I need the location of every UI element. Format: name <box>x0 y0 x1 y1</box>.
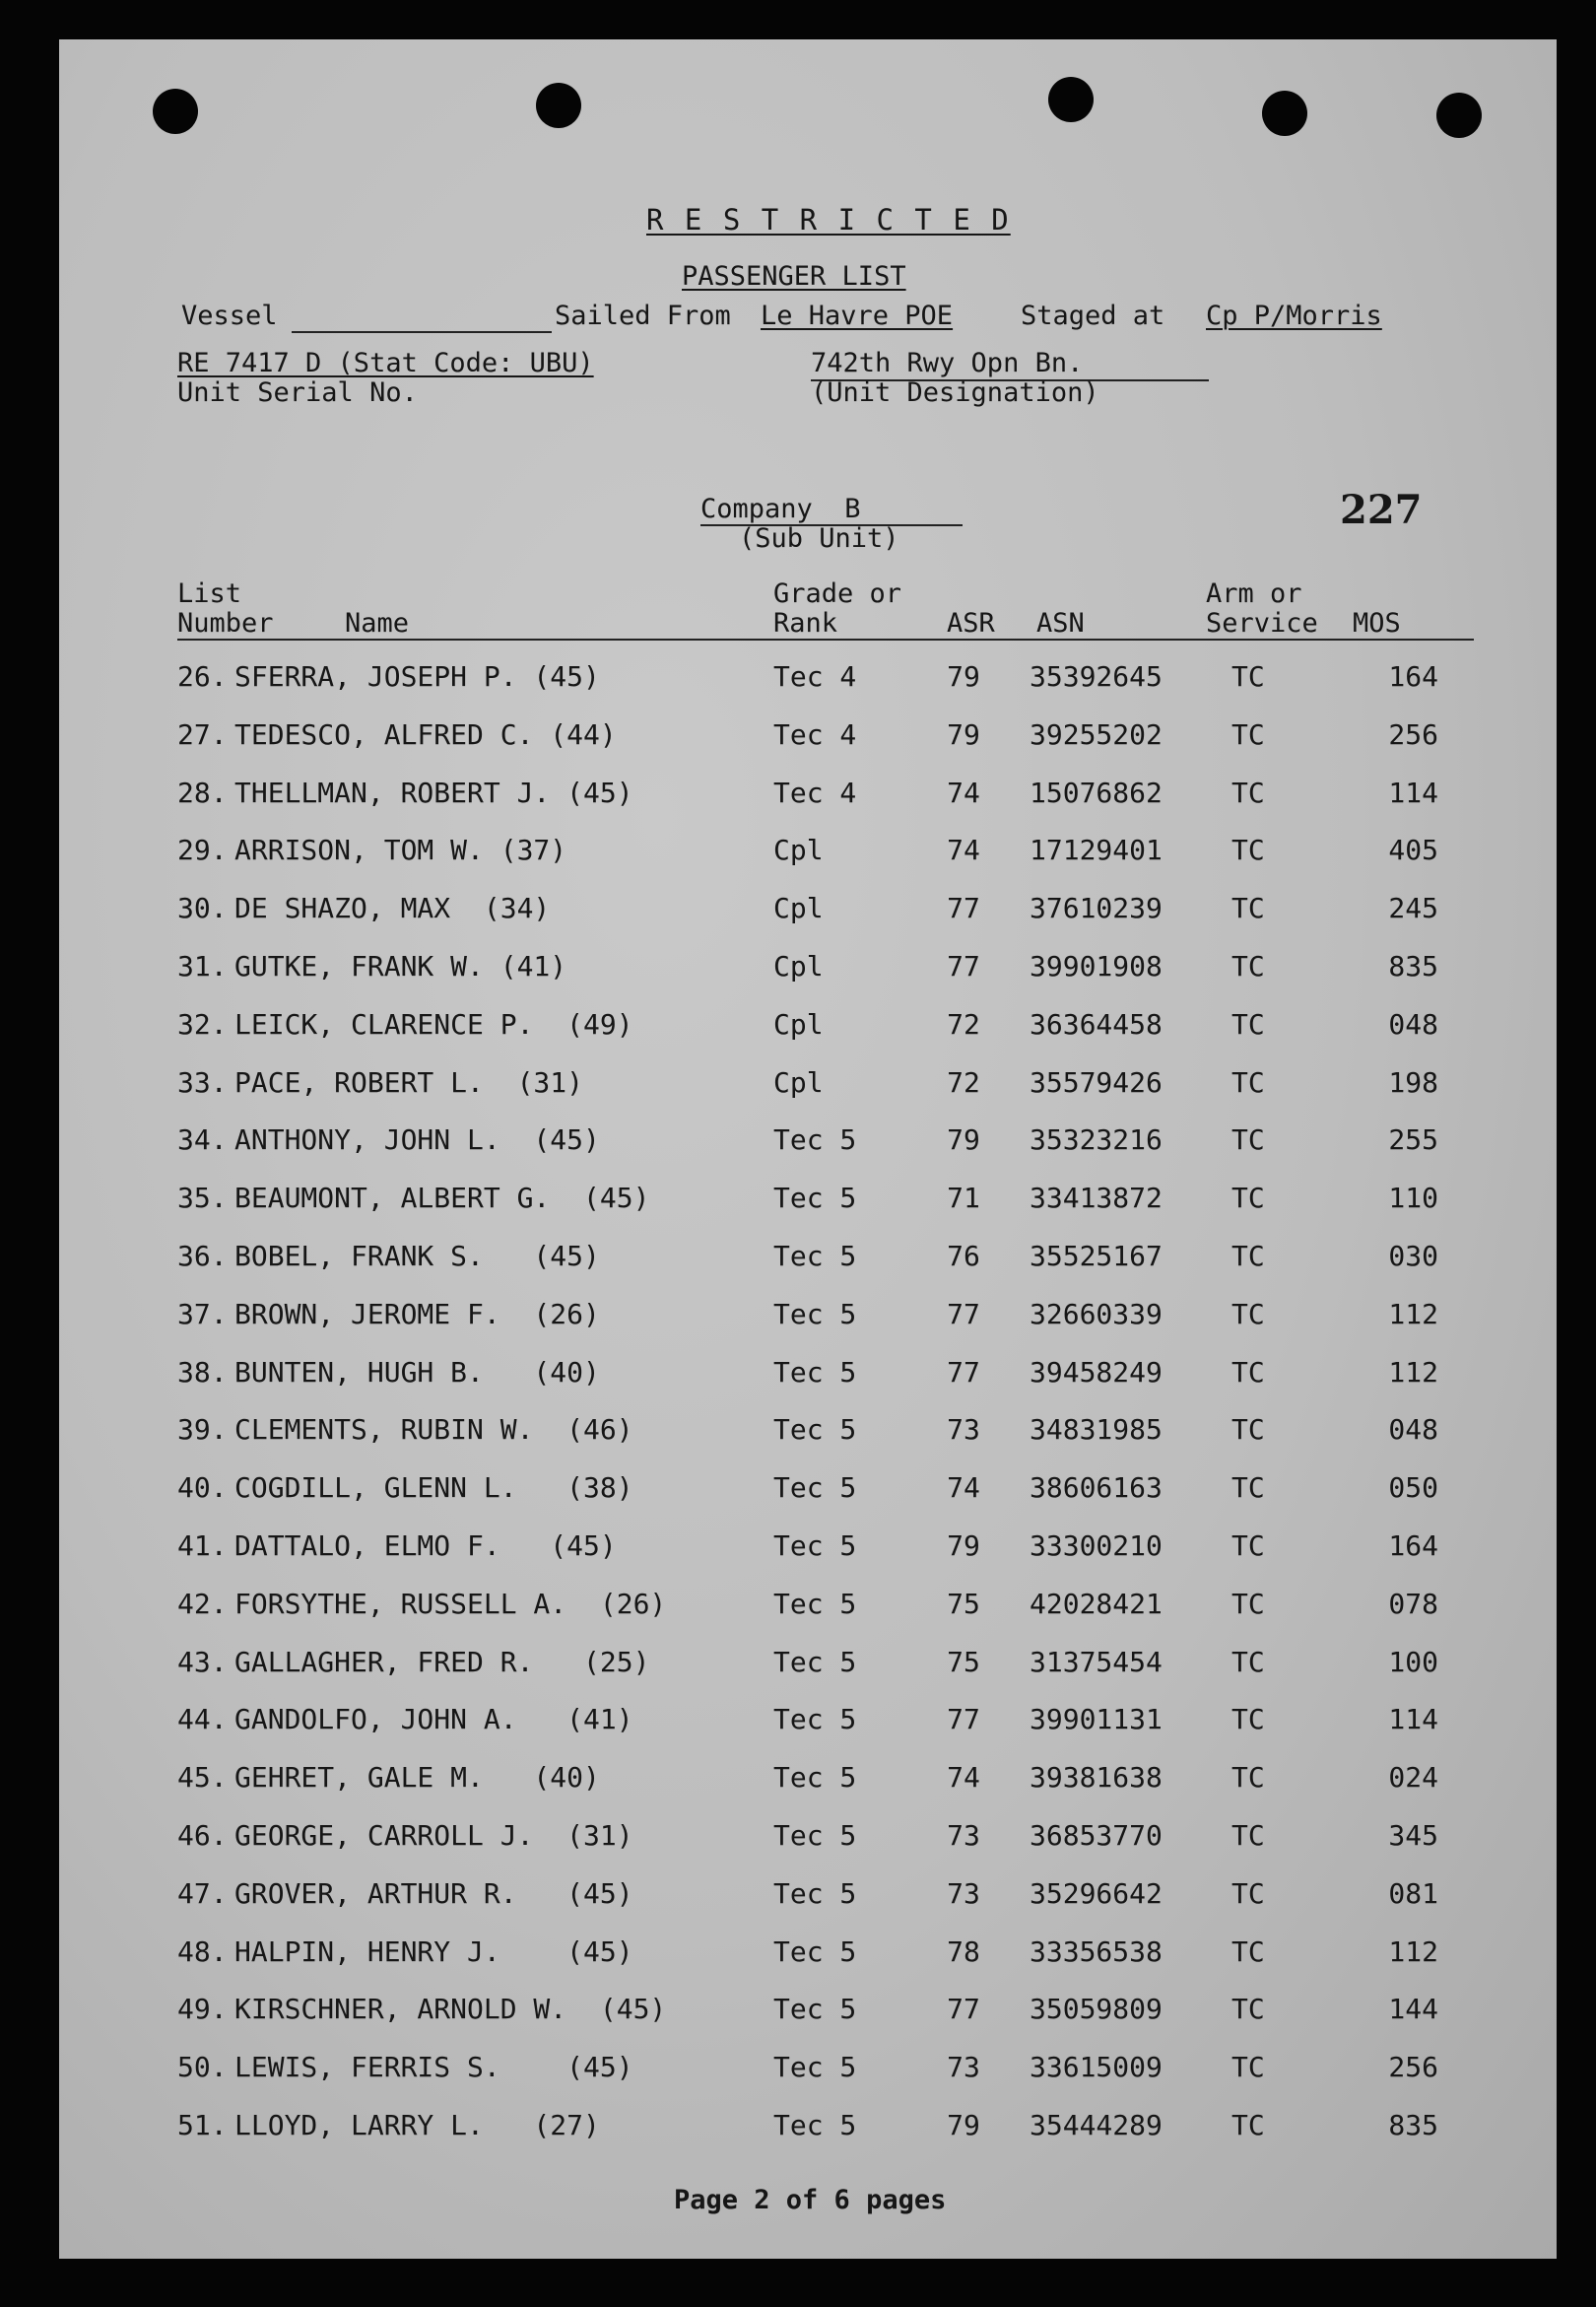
row-list-number: 35. <box>177 1182 228 1214</box>
row-arm-service: TC <box>1231 718 1265 751</box>
row-name: GEORGE, CARROLL J. (31) <box>234 1819 633 1852</box>
sailed-value: Le Havre POE <box>761 301 954 331</box>
unit-serial-label: Unit Serial No. <box>177 377 418 408</box>
row-asn: 42028421 <box>1030 1588 1163 1620</box>
row-asr: 73 <box>947 1819 980 1852</box>
row-mos: 256 <box>1388 718 1438 751</box>
row-asn: 33300210 <box>1030 1529 1163 1562</box>
col-header-mos: MOS <box>1353 608 1401 639</box>
row-name: COGDILL, GLENN L. (38) <box>234 1471 633 1504</box>
row-list-number: 42. <box>177 1588 228 1620</box>
row-list-number: 27. <box>177 718 228 751</box>
row-list-number: 33. <box>177 1066 228 1099</box>
row-name: GEHRET, GALE M. (40) <box>234 1761 600 1794</box>
row-list-number: 43. <box>177 1646 228 1678</box>
col-header-rank: Rank <box>773 608 838 639</box>
row-arm-service: TC <box>1231 1993 1265 2025</box>
row-list-number: 49. <box>177 1993 228 2025</box>
col-header-grade-or: Grade or <box>773 578 902 609</box>
row-asr: 79 <box>947 1123 980 1156</box>
row-asn: 17129401 <box>1030 834 1163 866</box>
row-arm-service: TC <box>1231 2051 1265 2083</box>
row-asr: 73 <box>947 2051 980 2083</box>
row-asr: 75 <box>947 1588 980 1620</box>
row-name: ANTHONY, JOHN L. (45) <box>234 1123 600 1156</box>
row-asr: 72 <box>947 1066 980 1099</box>
staged-label: Staged at <box>1021 301 1165 331</box>
row-list-number: 38. <box>177 1356 228 1389</box>
row-arm-service: TC <box>1231 1123 1265 1156</box>
row-rank: Tec 5 <box>773 2051 857 2083</box>
row-mos: 114 <box>1388 777 1438 809</box>
row-rank: Cpl <box>773 1008 824 1041</box>
row-asr: 77 <box>947 1703 980 1735</box>
row-rank: Tec 5 <box>773 1993 857 2025</box>
col-header-asr: ASR <box>947 608 995 639</box>
row-asn: 37610239 <box>1030 892 1163 924</box>
row-asr: 77 <box>947 1298 980 1330</box>
row-rank: Tec 5 <box>773 1935 857 1968</box>
row-arm-service: TC <box>1231 1761 1265 1794</box>
row-asn: 39458249 <box>1030 1356 1163 1389</box>
row-list-number: 44. <box>177 1703 228 1735</box>
row-mos: 030 <box>1388 1240 1438 1272</box>
row-mos: 081 <box>1388 1877 1438 1910</box>
row-rank: Tec 5 <box>773 1877 857 1910</box>
row-rank: Tec 5 <box>773 1588 857 1620</box>
row-asr: 77 <box>947 950 980 983</box>
sub-unit-label: (Sub Unit) <box>739 523 899 554</box>
row-mos: 112 <box>1388 1356 1438 1389</box>
row-mos: 114 <box>1388 1703 1438 1735</box>
document-title: PASSENGER LIST <box>682 261 906 292</box>
row-asr: 73 <box>947 1877 980 1910</box>
row-arm-service: TC <box>1231 1646 1265 1678</box>
row-arm-service: TC <box>1231 1066 1265 1099</box>
row-arm-service: TC <box>1231 1008 1265 1041</box>
row-asn: 35296642 <box>1030 1877 1163 1910</box>
row-arm-service: TC <box>1231 1935 1265 1968</box>
row-mos: 245 <box>1388 892 1438 924</box>
row-rank: Tec 5 <box>773 1761 857 1794</box>
row-arm-service: TC <box>1231 1588 1265 1620</box>
row-rank: Tec 5 <box>773 1471 857 1504</box>
row-mos: 835 <box>1388 950 1438 983</box>
row-rank: Tec 4 <box>773 660 857 693</box>
row-asn: 39381638 <box>1030 1761 1163 1794</box>
row-list-number: 37. <box>177 1298 228 1330</box>
sailed-label: Sailed From <box>555 301 731 331</box>
row-name: HALPIN, HENRY J. (45) <box>234 1935 633 1968</box>
row-rank: Tec 5 <box>773 2109 857 2141</box>
vessel-label: Vessel <box>181 301 278 331</box>
row-rank: Tec 5 <box>773 1819 857 1852</box>
punch-hole <box>1262 91 1307 136</box>
row-list-number: 50. <box>177 2051 228 2083</box>
row-arm-service: TC <box>1231 1240 1265 1272</box>
row-list-number: 39. <box>177 1413 228 1446</box>
row-rank: Cpl <box>773 834 824 866</box>
punch-hole <box>1048 77 1094 122</box>
row-list-number: 47. <box>177 1877 228 1910</box>
row-name: FORSYTHE, RUSSELL A. (26) <box>234 1588 667 1620</box>
unit-designation-value: 742th Rwy Opn Bn. <box>811 348 1084 378</box>
row-arm-service: TC <box>1231 950 1265 983</box>
row-name: GUTKE, FRANK W. (41) <box>234 950 567 983</box>
row-arm-service: TC <box>1231 1529 1265 1562</box>
row-asn: 35392645 <box>1030 660 1163 693</box>
row-mos: 255 <box>1388 1123 1438 1156</box>
row-mos: 112 <box>1388 1298 1438 1330</box>
unit-designation-label: (Unit Designation) <box>811 377 1099 408</box>
row-mos: 112 <box>1388 1935 1438 1968</box>
row-mos: 078 <box>1388 1588 1438 1620</box>
row-arm-service: TC <box>1231 1413 1265 1446</box>
row-asn: 33615009 <box>1030 2051 1163 2083</box>
row-mos: 144 <box>1388 1993 1438 2025</box>
row-asr: 79 <box>947 1529 980 1562</box>
row-asr: 76 <box>947 1240 980 1272</box>
row-asn: 35525167 <box>1030 1240 1163 1272</box>
row-mos: 345 <box>1388 1819 1438 1852</box>
row-name: GANDOLFO, JOHN A. (41) <box>234 1703 633 1735</box>
row-mos: 100 <box>1388 1646 1438 1678</box>
col-header-service: Service <box>1206 608 1318 639</box>
row-asr: 79 <box>947 2109 980 2141</box>
row-name: GROVER, ARTHUR R. (45) <box>234 1877 633 1910</box>
row-name: TEDESCO, ALFRED C. (44) <box>234 718 617 751</box>
row-rank: Tec 4 <box>773 777 857 809</box>
row-list-number: 51. <box>177 2109 228 2141</box>
row-rank: Tec 5 <box>773 1703 857 1735</box>
row-rank: Cpl <box>773 950 824 983</box>
row-asr: 74 <box>947 777 980 809</box>
row-arm-service: TC <box>1231 1298 1265 1330</box>
company-value: Company B <box>700 494 861 524</box>
page-footer: Page 2 of 6 pages <box>674 2185 947 2215</box>
row-asr: 72 <box>947 1008 980 1041</box>
row-asr: 79 <box>947 660 980 693</box>
row-asr: 71 <box>947 1182 980 1214</box>
row-asn: 35059809 <box>1030 1993 1163 2025</box>
row-name: CLEMENTS, RUBIN W. (46) <box>234 1413 633 1446</box>
row-list-number: 48. <box>177 1935 228 1968</box>
stamped-page-number: 227 <box>1340 487 1423 533</box>
row-asn: 33413872 <box>1030 1182 1163 1214</box>
row-mos: 256 <box>1388 2051 1438 2083</box>
row-name: BEAUMONT, ALBERT G. (45) <box>234 1182 650 1214</box>
row-rank: Tec 5 <box>773 1413 857 1446</box>
row-asr: 74 <box>947 1471 980 1504</box>
row-asn: 36364458 <box>1030 1008 1163 1041</box>
row-asr: 74 <box>947 1761 980 1794</box>
row-mos: 110 <box>1388 1182 1438 1214</box>
row-asn: 35579426 <box>1030 1066 1163 1099</box>
row-arm-service: TC <box>1231 1471 1265 1504</box>
row-list-number: 34. <box>177 1123 228 1156</box>
row-mos: 050 <box>1388 1471 1438 1504</box>
row-asn: 34831985 <box>1030 1413 1163 1446</box>
row-arm-service: TC <box>1231 1877 1265 1910</box>
row-name: ARRISON, TOM W. (37) <box>234 834 567 866</box>
col-header-arm-or: Arm or <box>1206 578 1302 609</box>
row-asr: 77 <box>947 1356 980 1389</box>
row-rank: Tec 4 <box>773 718 857 751</box>
row-name: LLOYD, LARRY L. (27) <box>234 2109 600 2141</box>
vessel-blank-line <box>292 331 552 333</box>
row-asr: 79 <box>947 718 980 751</box>
row-name: SFERRA, JOSEPH P. (45) <box>234 660 600 693</box>
row-name: GALLAGHER, FRED R. (25) <box>234 1646 650 1678</box>
punch-hole <box>153 89 198 134</box>
row-arm-service: TC <box>1231 1356 1265 1389</box>
row-name: BUNTEN, HUGH B. (40) <box>234 1356 600 1389</box>
punch-hole <box>1436 93 1482 138</box>
row-asn: 38606163 <box>1030 1471 1163 1504</box>
row-rank: Tec 5 <box>773 1298 857 1330</box>
col-header-list: List <box>177 578 242 609</box>
staged-value: Cp P/Morris <box>1206 301 1382 331</box>
row-asn: 36853770 <box>1030 1819 1163 1852</box>
row-list-number: 32. <box>177 1008 228 1041</box>
row-mos: 164 <box>1388 660 1438 693</box>
row-asr: 73 <box>947 1413 980 1446</box>
row-list-number: 28. <box>177 777 228 809</box>
row-arm-service: TC <box>1231 2109 1265 2141</box>
row-arm-service: TC <box>1231 1703 1265 1735</box>
row-asr: 77 <box>947 1993 980 2025</box>
row-rank: Tec 5 <box>773 1240 857 1272</box>
row-arm-service: TC <box>1231 660 1265 693</box>
column-header-rule <box>177 639 1474 641</box>
row-asn: 35444289 <box>1030 2109 1163 2141</box>
row-list-number: 36. <box>177 1240 228 1272</box>
row-name: THELLMAN, ROBERT J. (45) <box>234 777 633 809</box>
row-list-number: 26. <box>177 660 228 693</box>
row-name: LEICK, CLARENCE P. (49) <box>234 1008 633 1041</box>
col-header-name: Name <box>345 608 410 639</box>
row-name: DE SHAZO, MAX (34) <box>234 892 551 924</box>
row-asn: 15076862 <box>1030 777 1163 809</box>
col-header-number: Number <box>177 608 274 639</box>
row-asr: 77 <box>947 892 980 924</box>
row-rank: Tec 5 <box>773 1646 857 1678</box>
row-asn: 35323216 <box>1030 1123 1163 1156</box>
row-arm-service: TC <box>1231 834 1265 866</box>
row-asn: 33356538 <box>1030 1935 1163 1968</box>
row-mos: 198 <box>1388 1066 1438 1099</box>
row-list-number: 29. <box>177 834 228 866</box>
punch-hole <box>536 83 581 128</box>
row-name: PACE, ROBERT L. (31) <box>234 1066 584 1099</box>
row-name: KIRSCHNER, ARNOLD W. (45) <box>234 1993 667 2025</box>
row-name: BOBEL, FRANK S. (45) <box>234 1240 600 1272</box>
row-asr: 74 <box>947 834 980 866</box>
row-list-number: 46. <box>177 1819 228 1852</box>
row-list-number: 40. <box>177 1471 228 1504</box>
row-mos: 835 <box>1388 2109 1438 2141</box>
row-list-number: 41. <box>177 1529 228 1562</box>
row-name: LEWIS, FERRIS S. (45) <box>234 2051 633 2083</box>
row-arm-service: TC <box>1231 1819 1265 1852</box>
row-list-number: 30. <box>177 892 228 924</box>
row-asr: 78 <box>947 1935 980 1968</box>
row-arm-service: TC <box>1231 892 1265 924</box>
row-rank: Tec 5 <box>773 1182 857 1214</box>
row-list-number: 31. <box>177 950 228 983</box>
row-rank: Tec 5 <box>773 1123 857 1156</box>
row-mos: 405 <box>1388 834 1438 866</box>
row-asn: 39901908 <box>1030 950 1163 983</box>
row-name: BROWN, JEROME F. (26) <box>234 1298 600 1330</box>
unit-serial-value: RE 7417 D (Stat Code: UBU) <box>177 348 594 378</box>
row-asn: 39255202 <box>1030 718 1163 751</box>
col-header-asn: ASN <box>1036 608 1085 639</box>
row-mos: 024 <box>1388 1761 1438 1794</box>
row-mos: 048 <box>1388 1008 1438 1041</box>
restricted-heading: R E S T R I C T E D <box>646 203 1011 237</box>
row-rank: Tec 5 <box>773 1529 857 1562</box>
row-rank: Tec 5 <box>773 1356 857 1389</box>
row-arm-service: TC <box>1231 777 1265 809</box>
row-arm-service: TC <box>1231 1182 1265 1214</box>
row-asr: 75 <box>947 1646 980 1678</box>
row-name: DATTALO, ELMO F. (45) <box>234 1529 617 1562</box>
row-asn: 32660339 <box>1030 1298 1163 1330</box>
row-mos: 048 <box>1388 1413 1438 1446</box>
row-list-number: 45. <box>177 1761 228 1794</box>
row-rank: Cpl <box>773 1066 824 1099</box>
row-mos: 164 <box>1388 1529 1438 1562</box>
document-page <box>59 39 1557 2259</box>
row-asn: 39901131 <box>1030 1703 1163 1735</box>
row-asn: 31375454 <box>1030 1646 1163 1678</box>
row-rank: Cpl <box>773 892 824 924</box>
